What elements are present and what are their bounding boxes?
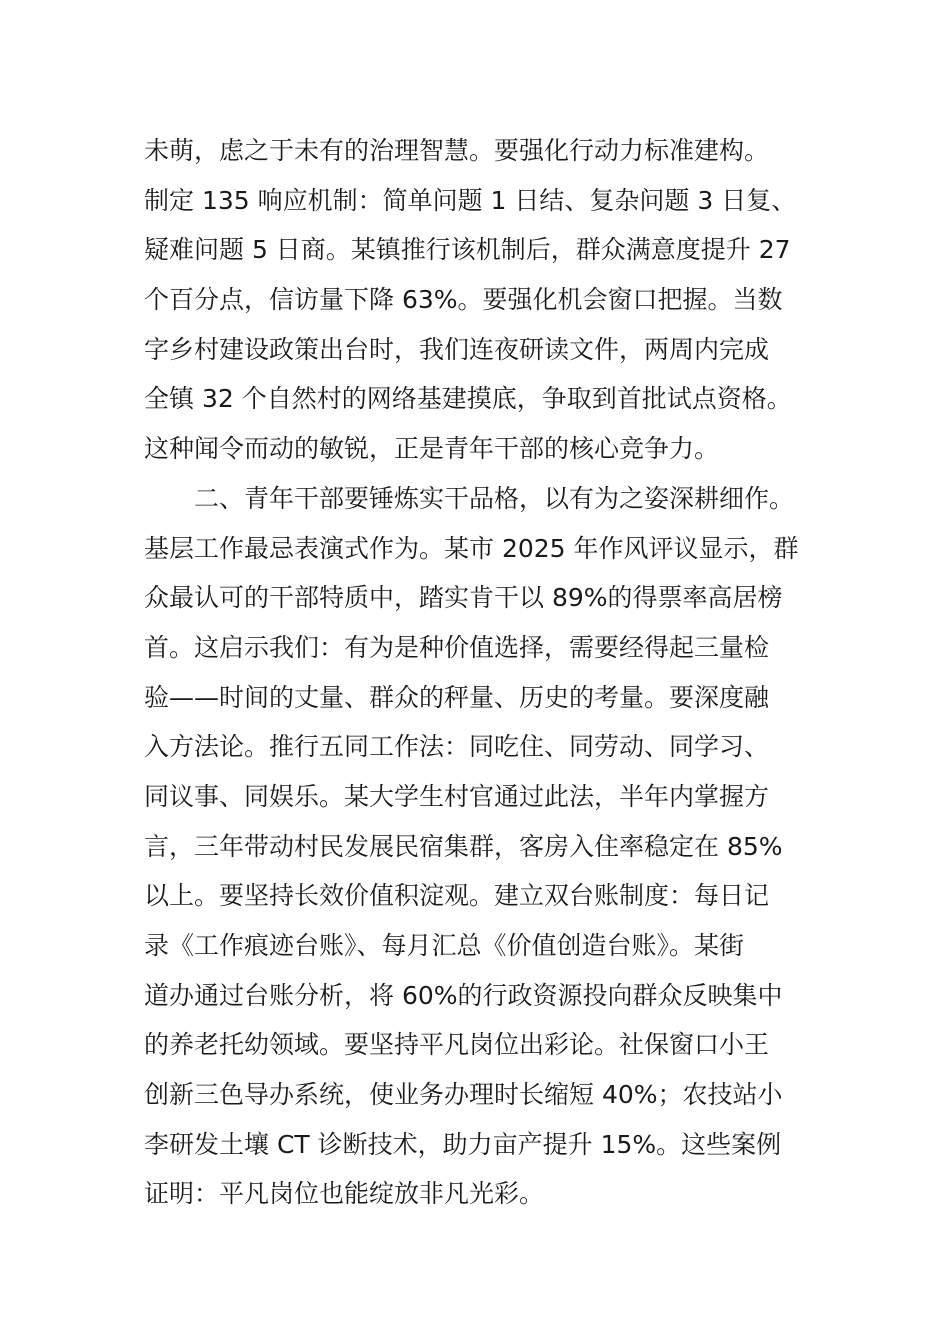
text-line: 制定 135 响应机制：简单问题 1 日结、复杂问题 3 日复、 bbox=[144, 185, 797, 215]
text-line: 全镇 32 个自然村的网络基建摸底，争取到首批试点资格。 bbox=[144, 384, 792, 414]
body-text bbox=[144, 126, 844, 1219]
text-line: 的养老托幼领域。要坚持平凡岗位出彩论。社保窗口小王 bbox=[144, 1030, 770, 1060]
text-line: 以上。要坚持长效价值积淀观。建立双台账制度：每日记 bbox=[144, 881, 770, 911]
text-line: 字乡村建设政策出台时，我们连夜研读文件，两周内完成 bbox=[144, 334, 770, 364]
text-line: 入方法论。推行五同工作法：同吃住、同劳动、同学习、 bbox=[144, 732, 770, 762]
text-line: 验——时间的丈量、群众的秤量、历史的考量。要深度融 bbox=[144, 682, 770, 712]
text-line: 个百分点，信访量下降 63%。要强化机会窗口把握。当数 bbox=[144, 285, 783, 315]
text-line: 这种闻令而动的敏锐，正是青年干部的核心竞争力。 bbox=[144, 434, 720, 464]
text-line: 李研发土壤 CT 诊断技术，助力亩产提升 15%。这些案例 bbox=[144, 1129, 782, 1159]
text-line: 言，三年带动村民发展民宿集群，客房入住率稳定在 85% bbox=[144, 831, 783, 861]
section-heading-line: 二、青年干部要锤炼实干品格，以有为之姿深耕细作。 bbox=[194, 483, 795, 513]
text-line: 道办通过台账分析，将 60%的行政资源投向群众反映集中 bbox=[144, 980, 783, 1010]
text-line: 未萌，虑之于未有的治理智慧。要强化行动力标准建构。 bbox=[144, 136, 770, 165]
text-line: 众最认可的干部特质中，踏实肯干以 89%的得票率高居榜 bbox=[144, 583, 783, 613]
text-line: 基层工作最忌表演式作为。某市 2025 年作风评议显示，群 bbox=[144, 533, 799, 563]
text-line: 证明：平凡岗位也能绽放非凡光彩。 bbox=[144, 1179, 545, 1209]
text-line: 疑难问题 5 日商。某镇推行该机制后，群众满意度提升 27 bbox=[144, 235, 791, 265]
text-line: 同议事、同娱乐。某大学生村官通过此法，半年内掌握方 bbox=[144, 781, 770, 811]
text-line: 创新三色导办系统，使业务办理时长缩短 40%；农技站小 bbox=[144, 1080, 783, 1110]
text-line: 首。这启示我们：有为是种价值选择，需要经得起三量检 bbox=[144, 632, 770, 662]
text-line: 录《工作痕迹台账》、每月汇总《价值创造台账》。某街 bbox=[144, 931, 745, 960]
